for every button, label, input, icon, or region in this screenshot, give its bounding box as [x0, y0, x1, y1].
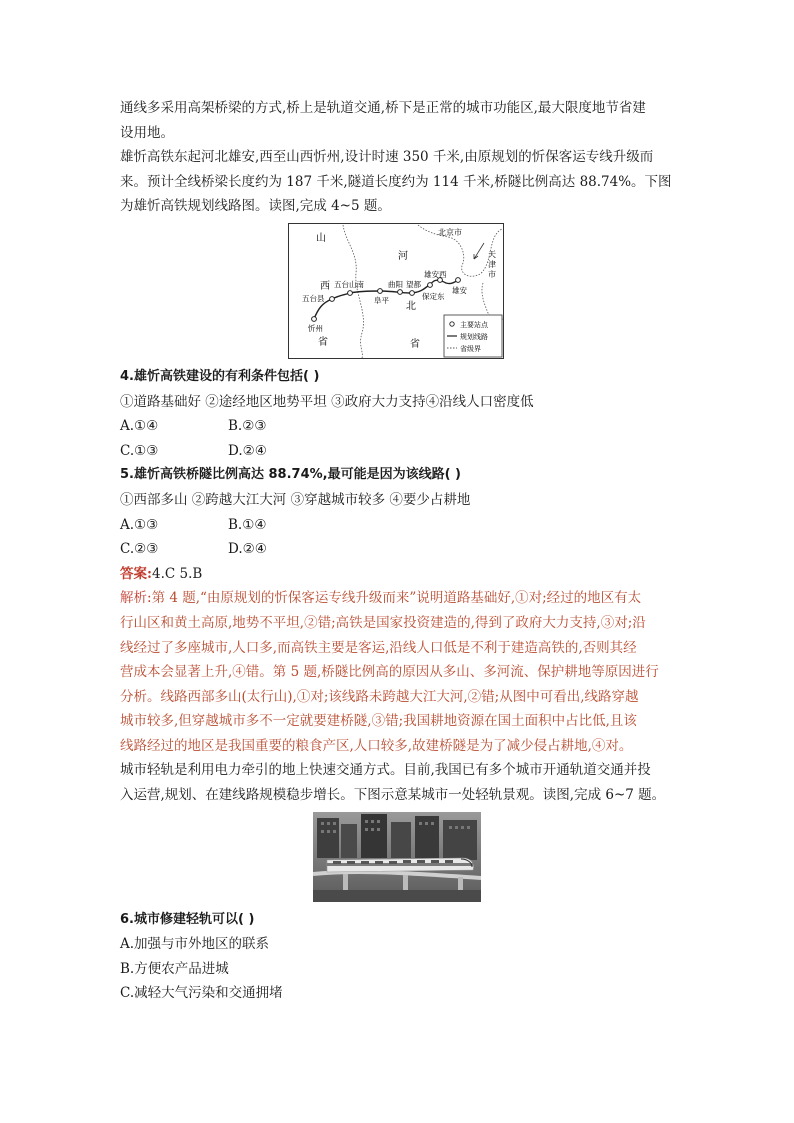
route-map-svg — [288, 223, 504, 359]
intro-line: 雄忻高铁东起河北雄安,西至山西忻州,设计时速 350 千米,由原规划的忻保客运专线升级而 — [120, 149, 654, 166]
label-xiongan: 雄安 — [452, 285, 467, 295]
intro-line: 设用地。 — [120, 124, 174, 141]
station-wutaixian — [330, 297, 335, 302]
option-c: C.①③ — [120, 442, 159, 459]
answer-text: 4.C 5.B — [151, 565, 203, 582]
label-wangdu: 望都 — [406, 279, 421, 289]
intro2-line: 入运营,规划、在建线路规模稳步增长。下图示意某城市一处轻轨景观。读图,完成 6~7 题。 — [120, 787, 666, 804]
question-5-stem: 5.雄忻高铁桥隧比例高达 88.74%,最可能是因为该线路( ) — [120, 467, 462, 483]
light-rail-photo — [313, 812, 481, 902]
label-shan: 山 — [316, 232, 326, 244]
label-tianjin-2: 津 — [488, 259, 496, 269]
option-a: A.①④ — [120, 418, 159, 435]
analysis-line: 行山区和黄土高原,地势不平坦,②错;高铁是国家投资建造的,得到了政府大力支持,③对;沿 — [120, 614, 646, 631]
analysis-label: 解析: — [120, 590, 152, 607]
option-a: A.①③ — [120, 516, 159, 533]
label-sheng-hebei: 省 — [410, 338, 420, 350]
option-d: D.②④ — [228, 442, 267, 459]
legend-station-label: 主要站点 — [460, 320, 488, 329]
label-tianjin-3: 市 — [488, 269, 496, 279]
label-quyang: 曲阳 — [388, 279, 403, 289]
option-c: C.②③ — [120, 541, 159, 558]
label-fuping: 阜平 — [374, 295, 389, 305]
answer-label: 答案: — [120, 565, 152, 582]
legend-station-icon — [450, 322, 454, 326]
document-page — [120, 96, 680, 1006]
label-he: 河 — [398, 250, 408, 262]
intro2-line: 城市轻轨是利用电力牵引的地上快速交通方式。目前,我国已有多个城市开通轨道交通并投 — [120, 762, 651, 779]
option-c: C.减轻大气污染和交通拥堵 — [120, 985, 283, 1002]
route-map-figure — [120, 223, 680, 365]
label-sheng-shanxi: 省 — [318, 336, 328, 348]
analysis-line: 城市较多,但穿越城市多不一定就要建桥隧,③错;我国耕地资源在国土面积中占比低,且该 — [120, 713, 637, 730]
label-beijing: 北京市 — [438, 227, 462, 237]
intro-line: 为雄忻高铁规划线路图。读图,完成 4~5 题。 — [120, 198, 391, 215]
option-b: B.方便农产品进城 — [120, 960, 229, 977]
question-4-options-row2 — [120, 439, 680, 464]
light-rail-figure — [120, 812, 680, 908]
analysis-line: 营成本会显著上升,④错。第 5 题,桥隧比例高的原因从多山、多河流、保护耕地等原因进行 — [120, 664, 659, 681]
label-xiongan-xi: 雄安西 — [424, 269, 447, 279]
question-5-items: ①西部多山 ②跨越大江大河 ③穿越城市较多 ④要少占耕地 — [120, 491, 471, 508]
station-xinzhou — [312, 317, 317, 322]
station-quyang — [398, 290, 403, 295]
label-tianjin-1: 天 — [488, 249, 496, 259]
station-wutaishan-nan — [348, 291, 353, 296]
analysis-line — [120, 586, 680, 611]
answer-line — [120, 562, 680, 587]
light-rail-photo-svg — [313, 812, 481, 902]
intro-line: 来。预计全线桥梁长度约为 187 千米,隧道长度约为 114 千米,桥隧比例高达 88.74%。下图 — [120, 173, 672, 190]
station-fuping — [378, 289, 383, 294]
question-5-options-row2 — [120, 537, 680, 562]
question-4-stem: 4.雄忻高铁建设的有利条件包括( ) — [120, 368, 320, 384]
label-xinzhou: 忻州 — [308, 323, 323, 333]
label-bei: 北 — [406, 300, 416, 312]
option-b: B.②③ — [228, 418, 267, 435]
question-6-stem: 6.城市修建轻轨可以( ) — [120, 911, 255, 927]
analysis-text: 第 4 题,“由原规划的忻保客运专线升级而来”说明道路基础好,①对;经过的地区有太 — [151, 590, 642, 607]
option-a: A.加强与市外地区的联系 — [120, 936, 270, 953]
option-d: D.②④ — [228, 541, 267, 558]
label-wutaishan-nan: 五台山南 — [334, 279, 364, 289]
analysis-line: 分析。线路西部多山(太行山),①对;该线路未跨越大江大河,②错;从图中可看出,线路穿越 — [120, 688, 639, 705]
route-map — [288, 223, 504, 359]
label-baodingdong: 保定东 — [422, 291, 445, 301]
legend-route-label: 规划线路 — [460, 332, 488, 341]
option-b: B.①④ — [228, 516, 267, 533]
station-baodingdong — [428, 283, 433, 288]
question-5-options-row1 — [120, 513, 680, 538]
question-4-options-row1 — [120, 414, 680, 439]
analysis-line: 线路经过的地区是我国重要的粮食产区,人口较多,故建桥隧是为了减少侵占耕地,④对。 — [120, 737, 633, 754]
station-wangdu — [410, 291, 415, 296]
legend-border-label: 省级界 — [460, 344, 481, 353]
station-xiongan — [456, 278, 461, 283]
analysis-line: 线经过了多座城市,人口多,而高铁主要是客运,沿线人口低是不利于建造高铁的,否则其经 — [120, 639, 637, 656]
label-wutaixian: 五台县 — [302, 293, 325, 303]
label-xi: 西 — [320, 280, 330, 292]
intro-line: 通线多采用高架桥梁的方式,桥上是轨道交通,桥下是正常的城市功能区,最大限度地节省建 — [120, 100, 646, 116]
question-4-items: ①道路基础好 ②途经地区地势平坦 ③政府大力支持④沿线人口密度低 — [120, 393, 534, 410]
